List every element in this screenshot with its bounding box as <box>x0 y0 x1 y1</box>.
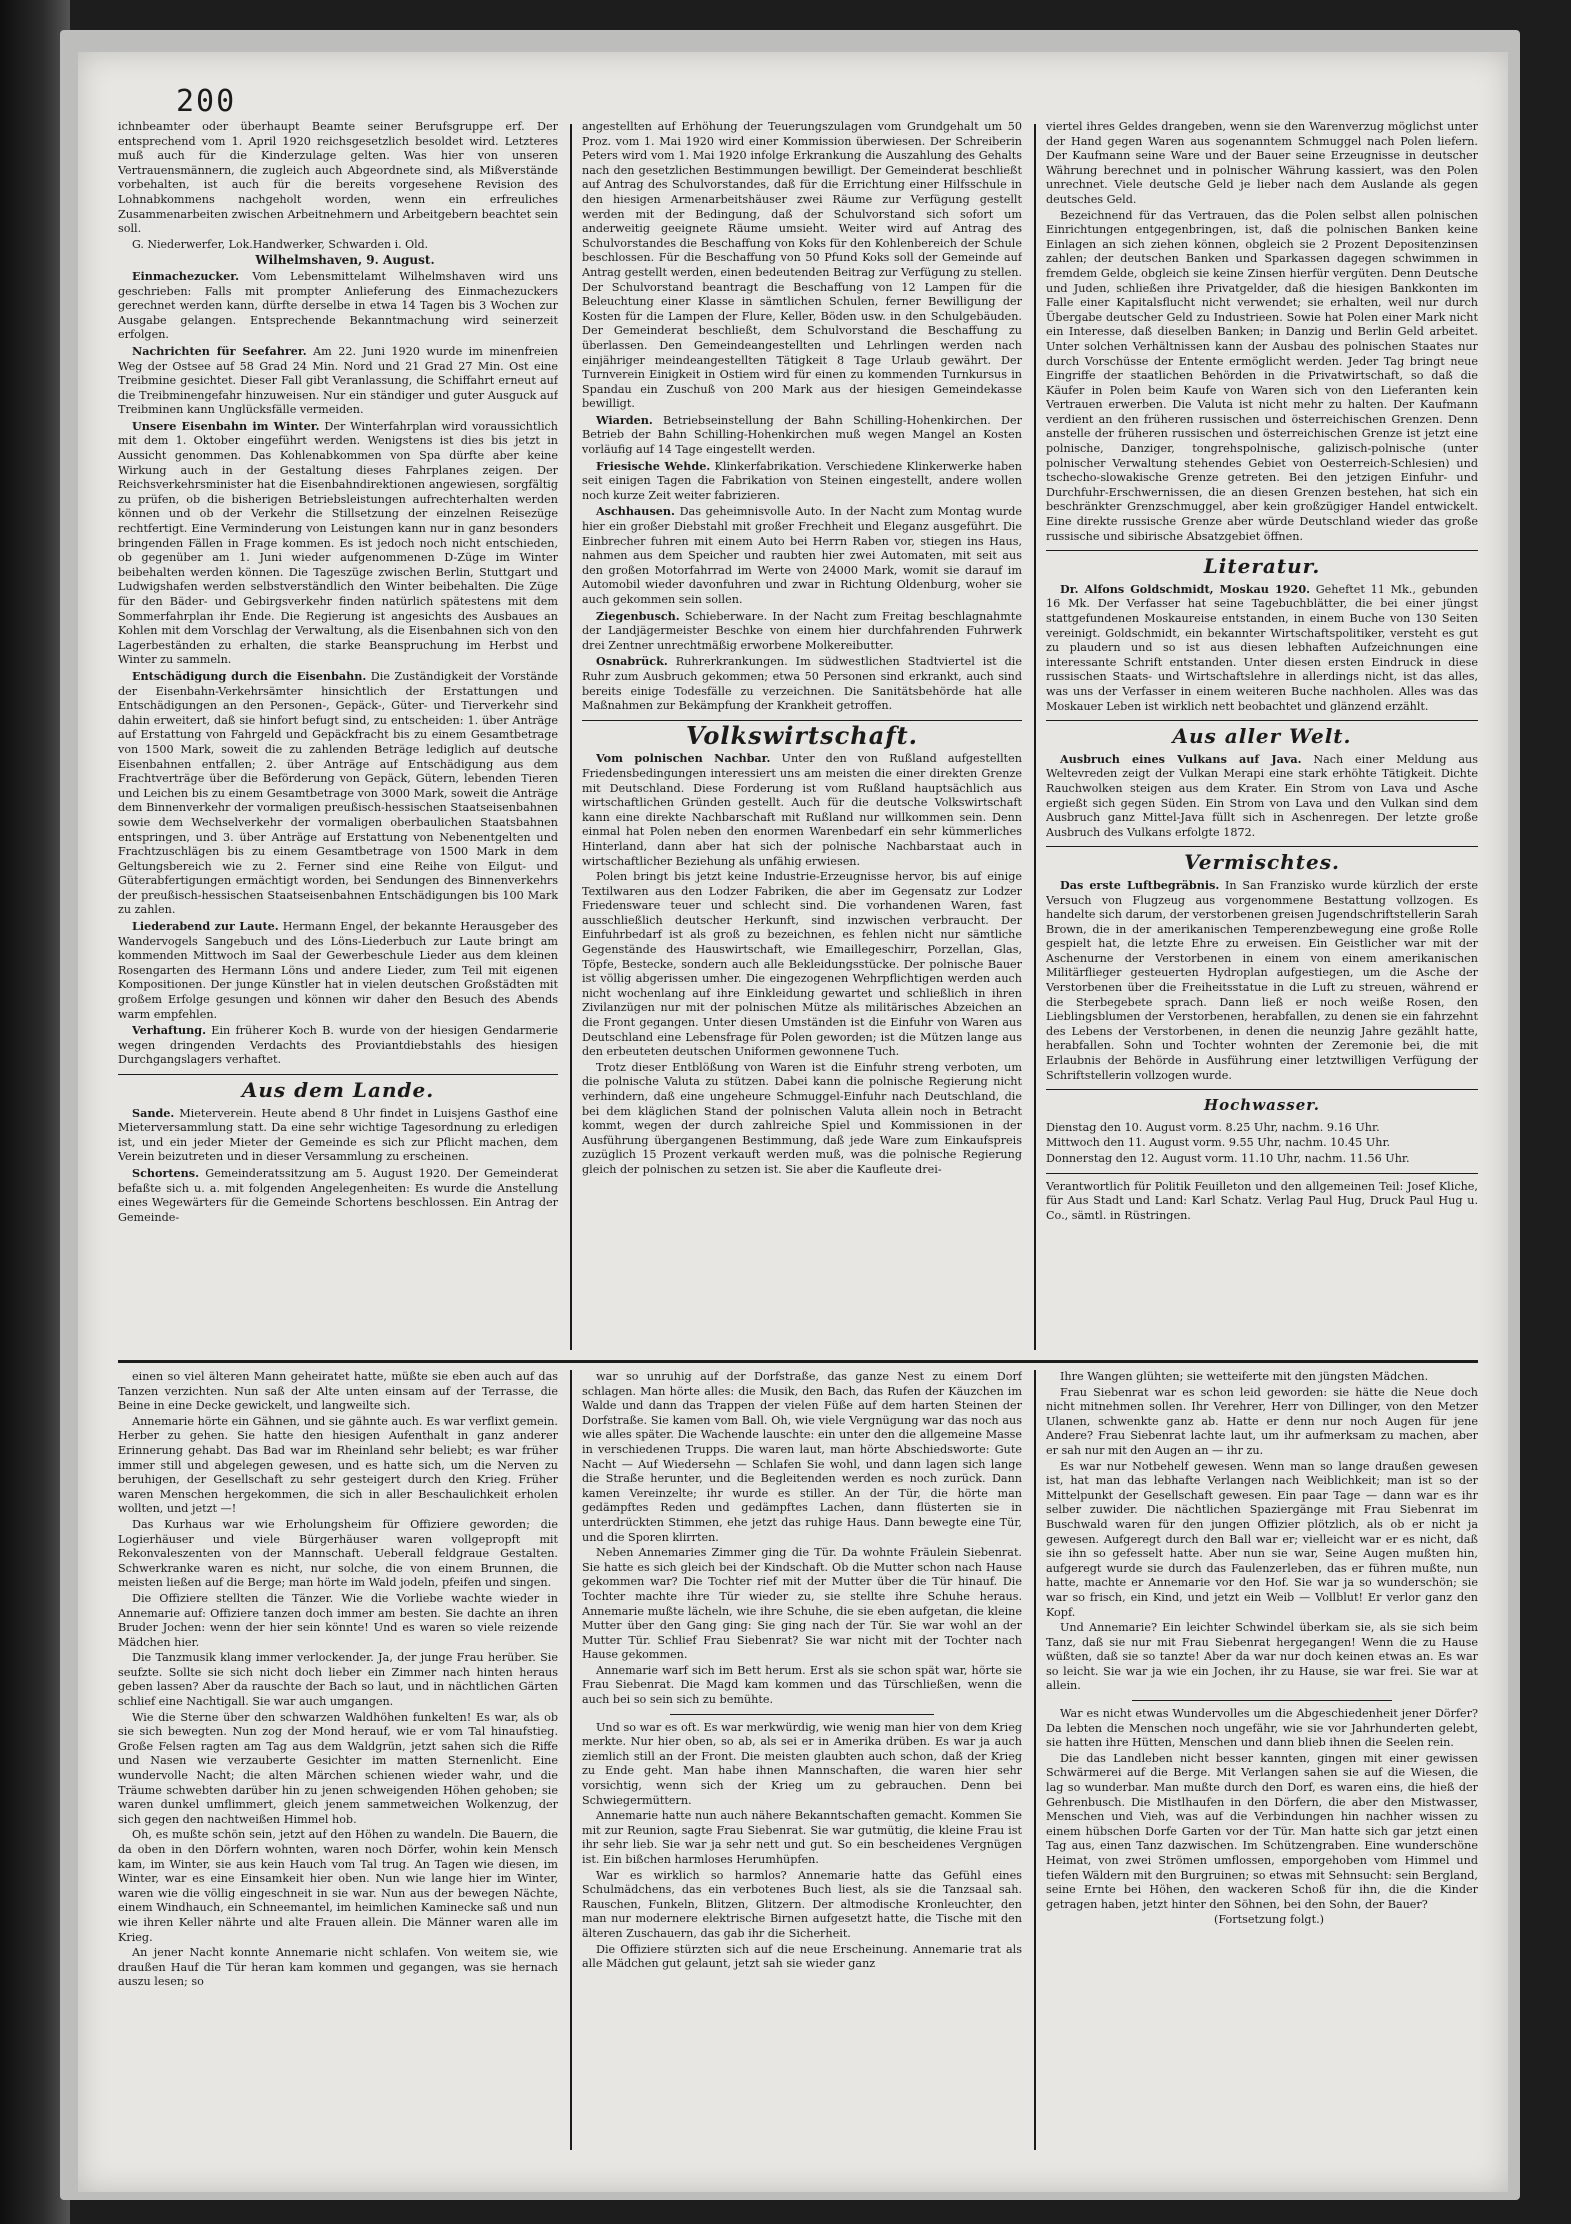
article-item <box>118 419 558 668</box>
divider <box>670 1714 934 1715</box>
article-head: Liederabend zur Laute. <box>132 919 279 934</box>
section-title-aus-dem-lande: Aus dem Lande. <box>241 1078 435 1102</box>
article-text: In San Franzisko wurde kürzlich der erste Versuch von Flugzeug aus vorgenommene Bestattung vollzogen. Es handelte sich darum, der verstorbenen greisen Jugendschriftstellerin Sarah Brown, die in der amerikanischen Temperenzbewegung eine große Rolle gespielt hat, die letzte Ehre zu erweisen. Ein Geistlicher war mit der Aschenurne der Verstorbenen in einem von einem amerikanischen Militärflieger gesteuerten Hydroplan aufgestiegen, um die Asche der Verstorbenen über die Freiheitsstatue in die Luft zu streuen, während er die Sterbegebete sprach. Dann ließ er noch weiße Rosen, den Lieblingsblumen der Verstorbenen, herabfallen, zu denen sie ein fahrzehnt des Lebens der Verstorbenen, in denen die neunzig Jahre gezählt hatte, herabfallen. Sohn und Tochter wohnten der Zeremonie bei, die mit Erlaubnis der Behörde in Ausführung einer letztwilligen Verfügung der Schriftstellerin vollzogen wurde. <box>1046 878 1478 1082</box>
article-head: Nachrichten für Seefahrer. <box>132 343 307 358</box>
article-head: Friesische Wehde. <box>596 458 711 473</box>
story-paragraph: Und so war es oft. Es war merkwürdig, wie wenig man hier von dem Krieg merkte. Nur hier oben, so ab, als sei er in Amerika drüben. Es war ja auch ziemlich still an der Front. Die meisten glaubten auch schon, daß der Krieg zu Ende geht. Man habe ihnen Mannschaften, die waren hier sehr vorsichtig, wenn sich der Krieg um zu gebrauchen. Denn bei Schwiegermüttern. <box>582 1720 1022 1807</box>
article-item <box>118 1023 558 1068</box>
story-paragraph: Und Annemarie? Ein leichter Schwindel überkam sie, als sie sich beim Tanz, daß sie nur mit Frau Siebenrat hergegangen! Wenn die zu Hause wüßten, daß sie so tanzte! Aber da war nur doch keinen etwas an. Es war so leicht. Sie war ja wie ein Jochen, ihr zu Hause, sie war frei. Sie war at allein. <box>1046 1621 1478 1693</box>
story-paragraph: Neben Annemaries Zimmer ging die Tür. Da wohnte Fräulein Siebenrat. Sie hatte es sich gleich bei der Kindschaft. Ob die Mutter schon nach Hause gekommen war? Die Tochter rief mit der Mutter über die Tür hinauf. Die Tochter machte ihre Tür wieder zu, sie stellte ihre Schuhe heraus. Annemarie mußte lächeln, wie ihre Schuhe, die sie eben aufgetan, die kleine Mutter über den Gang ging: Sie ging nach der Tür. Sie war wohl an der Mutter Tür. Schlief Frau Siebenrat? Sie war nicht mit der Tochter nach Hause gekommen. <box>582 1546 1022 1662</box>
story-paragraph: Die Offiziere stürzten sich auf die neue Erscheinung. Annemarie trat als alle Mädchen gut gelaunt, jetzt sah sie wieder ganz <box>582 1942 1022 1971</box>
story-paragraph: Frau Siebenrat war es schon leid geworden: sie hätte die Neue doch nicht mitnehmen sollen. Ihr Verehrer, Herr von Dillinger, von den Metzer Ulanen, schwenkte ganz ab. Hatte er denn nur noch Augen für jene Andere? Frau Siebenrat lachte laut, um ihr aufmerksam zu machen, aber er sah nur mit den Augen an — ihr zu. <box>1046 1385 1478 1457</box>
article-head: Aschhausen. <box>596 504 675 519</box>
article-item <box>118 1166 558 1225</box>
serial-column-2 <box>582 1370 1022 2150</box>
story-paragraph: War es wirklich so harmlos? Annemarie hatte das Gefühl eines Schulmädchens, das ein verbotenes Buch liest, als sie die Tanzsaal sah. Rauschen, Funkeln, Blitzen, Glitzern. Der altmodische Kronleuchter, den man nur modernere elektrische Birnen aufgesetzt hatte, die Tische mit den älteren Zuschauern, das gab ihr die Sicherheit. <box>582 1868 1022 1940</box>
article-item <box>582 751 1022 869</box>
article-text: Hermann Engel, der bekannte Herausgeber des Wandervogels Sangebuch und des Löns-Liederbuch zur Laute bringt am kommenden Mittwoch im Saal der Gewerbeschule Lieder aus dem kleinen Rosengarten des Hermann Löns und andere Lieder, zum Teil mit eigenen Kompositionen. Der junge Künstler hat in vielen deutschen Großstädten mit großem Erfolge gesungen und können wir daher den Besuch des Abends warm empfehlen. <box>118 920 558 1021</box>
divider <box>1046 846 1478 847</box>
divider <box>582 720 1022 721</box>
article-head: Vom polnischen Nachbar. <box>596 751 771 766</box>
story-paragraph: war so unruhig auf der Dorfstraße, das ganze Nest zu einem Dorf schlagen. Man hörte alles: die Musik, den Bach, das Rufen der Käuzchen im Walde und dann das Trappen der vielen Füße auf dem harten Steinen der Dorfstraße. Sie kamen vom Ball. Oh, wie viele Vergnügung war das noch aus wie alles später. Die Wachende lauschte: ein unter den die allgemeine Masse in verschiedenen Trupps. Die waren laut, man hörte Abschiedsworte: Gute Nacht — Auf Wiedersehn — Schlafen Sie wohl, und dann lagen sich lange die Straße herunter, und die Begleitenden werden es noch zurück. Dann kamen Vereinzelte; ihr wurde es stiller. An der Tür, die hörte man gedämpftes Reden und gedämpftes Lachen, dann flüsterten sie in unterdrückten Stimmen, ehe jetzt das ruhige Haus. Dann bewegte eine Tür, und die Sporen klirrten. <box>582 1370 1022 1544</box>
story-paragraph: Annemarie hatte nun auch nähere Bekanntschaften gemacht. Kommen Sie mit zur Reunion, sagte Frau Siebenrat. Sie war gutmütig, die kleine Frau ist ihr sehr lieb. Sie war ja sehr nett und gut. So ein bescheidenes Vergnügen ist. Ein bißchen harmloses Herumhüpfen. <box>582 1809 1022 1866</box>
section-title-hochwasser: Hochwasser. <box>1203 1096 1321 1115</box>
article-head: Schortens. <box>132 1165 199 1180</box>
serial-column-3 <box>1046 1370 1478 2150</box>
article-item <box>582 870 1022 1060</box>
article-text: Polen bringt bis jetzt keine Industrie-Erzeugnisse hervor, bis auf einige Textilwaren aus den Lodzer Fabriken, die aber im Gegensatz zur Lodzer Friedensware teuer und schlecht sind. Die vorhandenen Waren, fast ausschließlich deutscher Herkunft, sind inzwischen verbraucht. Der Einfuhrbedarf ist als groß zu bezeichnen, es fehlen nicht nur sämtliche Gegenstände des Hauswirtschaft, wie Emaillegeschirr, Porzellan, Glas, Töpfe, Bestecke, sondern auch alle Bekleidungsstücke. Der polnische Bauer ist völlig abgerissen umher. Die eingezogenen Wehrpflichtigen werden auch nicht wochenlang auf ihre Einkleidung gewartet und schließlich in ihren Zivilanzügen nur mit der polnischen Mütze als militärisches Abzeichen an die Front gegangen. Unter diesen Umständen ist die Einfuhr von Waren aus Deutschland eine Lebensfrage für Polen geworden; ist die Mützen lange aus den erbeuteten deutschen Uniformen gewonnene Tuch. <box>582 870 1022 1059</box>
tide-row: Donnerstag den 12. August vorm. 11.10 Uhr, nachm. 11.56 Uhr. <box>1046 1152 1410 1165</box>
page-number: 200 <box>176 84 237 119</box>
author-signature: G. Niederwerfer, Lok.Handwerker, Schwarden i. Old. <box>132 237 429 251</box>
article-text: Ruhrerkrankungen. Im südwestlichen Stadtviertel ist die Ruhr zum Ausbruch gekommen; etwa 50 Personen sind erkrankt, auch sind bereits einige Todesfälle zu verzeichnen. Die Sanitätsbehörde hat alle Maßnahmen zur Bekämpfung der Krankheit getroffen. <box>582 655 1022 713</box>
upper-column-3 <box>1046 120 1478 1352</box>
article-text: Mieterverein. Heute abend 8 Uhr findet in Luisjens Gasthof eine Mieterversammlung statt. Da eine sehr wichtige Tagesordnung zu erledigen ist, und ein jeder Mieter der Gemeinde es sich zur Pflicht machen, dem Verein beizutreten und in dieser Versammlung zu erscheinen. <box>118 1106 558 1164</box>
article-head: Das erste Luftbegräbnis. <box>1060 877 1220 892</box>
article-text: Die Zuständigkeit der Vorstände der Eisenbahn-Verkehrsämter hinsichtlich der Erstattungen und Entschädigungen an den Personen-, Gepäck-, Güter- und Tierverkehr sind dahin erweitert, daß sie hinfort befugt sind, zu entscheiden: 1. über Anträge auf Erstattung von Fahrgeld und Gepäckfracht bis zu einem Gesamtbetrage von 1500 Mark, soweit die zu zahlenden Beträge lediglich auf deutsche Eisenbahnen entfallen; 2. über Anträge auf Entschädigung aus dem Frachtverträge über die Beförderung von Gepäck, Gütern, lebenden Tieren und Leichen bis zu einem Gesamtbetrage von 3000 Mark, soweit die Anträge dem Binnenverkehr der vormaligen preußisch-hessischen Staatseisenbahnen sowie dem Wechselverkehr der vormaligen oberbaulichen Staatsbahnen entspringen, und 3. über Anträge auf Erstattung von Nebenentgelten und Frachtzuschlägen bis zu einem Gesamtbetrage von 1500 Mark in dem Geltungsbereich wie zu 2. Ferner sind eine Reihe von Eilgut- und Güterabfertigungen ermächtigt worden, bei Sendungen des Binnenverkehrs der preußisch-hessischen Staatseisenbahnen Entschädigungen bis 100 Mark zu zahlen. <box>118 669 558 917</box>
article-item <box>118 669 558 918</box>
imprint: Verantwortlich für Politik Feuilleton und den allgemeinen Teil: Josef Kliche, für Aus Stadt und Land: Karl Schatz. Verlag Paul Hug, Druck Paul Hug u. Co., sämtl. in Rüstringen. <box>1046 1179 1478 1222</box>
dateline: Wilhelmshaven, 9. August. <box>255 253 435 268</box>
column-divider <box>570 1370 572 2150</box>
article-text: Unter den von Rußland aufgestellten Friedensbedingungen interessiert uns am meisten die einer direkten Grenze mit Deutschland. Diese Forderung ist vom Rußland hauptsächlich aus wirtschaftlichen Gründen gestellt. Auch für die deutsche Volkswirtschaft kann eine direkte Nachbarschaft mit Rußland nur willkommen sein. Denn einmal hat Polen neben den enormen Warenbedarf ein sehr kümmerliches Hinterland, dann aber hat sich der polnische Nachbarstaat auch in wirtschaftlicher Beziehung als unfähig erwiesen. <box>582 752 1022 868</box>
article-head: Unsere Eisenbahn im Winter. <box>132 418 320 433</box>
column-2-intro: angestellten auf Erhöhung der Teuerungszulagen vom Grundgehalt um 50 Proz. vom 1. Mai 1920 wird einer Kommission überwiesen. Der Schreiberin Peters wird vom 1. Mai 1920 infolge Erkrankung die Auszahlung des Gehalts nach den gesetzlichen Bestimmungen bewilligt. Der Gemeinderat beschließt auf Antrag des Schulvorstandes, daß für die Errichtung einer Hilfsschule in den hiesigen Armenarbeitshäuser zwei Räume zur Verfügung gestellt werden mit der Bedingung, daß der Schulvorstand sich sofort um anderweitig geeignete Räume umsieht. Weiter wird auf Antrag des Schulvorstandes die Beschaffung von Koks für den Kohlenbereich der Schule beschlossen. Für die Beschaffung von 50 Pfund Koks soll der Gemeinde auf Antrag gestellt werden, einen bedeutenden Beitrag zur Verfügung zu stellen. Der Schulvorstand beantragt die Beschaffung von 12 Lampen für die Beleuchtung einer Klasse in sämtlichen Schulen, ferner Bewilligung der Kosten für die Lampen der Flure, Keller, Böden usw. in den Schulgebäuden. Der Gemeinderat beschließt, dem Schulvorstand die Beschaffung zu überlassen. Den Gemeindeangestellten und Lehrlingen werden nach einjähriger meindeangestellten Tätigkeit 8 Tage Urlaub gewährt. Der Turnverein Einigkeit in Ostiem wird für einen zu kommenden Turnkursus in Spandau ein Zuschuß von 200 Mark aus der hiesigen Gemeindekasse bewilligt. <box>582 120 1022 411</box>
story-paragraph: Annemarie hörte ein Gähnen, und sie gähnte auch. Es war verflixt gemein. Herber zu gehen. Sie hatte den hiesigen Aufenthalt in ganz anderer Erinnerung gehabt. Das Bad war im Rheinland sehr beliebt; es war früher immer still und abgelegen gewesen, und es hatte sich, um die Nerven zu beruhigen, der Gesellschaft zu sehr gesteigert durch den Krieg. Früher waren Menschen hergekommen, die sich in aller Beschaulichkeit erholen wollten, und jetzt —! <box>118 1414 558 1516</box>
story-paragraph: An jener Nacht konnte Annemarie nicht schlafen. Von weitem sie, wie draußen Hauf die Tür heran kam kommen und gegangen, was sie hernach auszu lesen; so <box>118 1946 558 1989</box>
upper-column-2 <box>582 120 1022 1352</box>
story-paragraph: einen so viel älteren Mann geheiratet hatte, müßte sie eben auch auf das Tanzen verzichten. Nun saß der Alte unten einsam auf der Terrasse, die Beine in eine Decke gewickelt, und langweilte sich. <box>118 1370 558 1413</box>
serial-column-1 <box>118 1370 558 2150</box>
article-text: Schieberware. In der Nacht zum Freitag beschlagnahmte der Landjägermeister Beschke von einem hier durchfahrenden Fuhrwerk drei Zentner unrechtmäßig erworbene Molkereibutter. <box>582 609 1022 652</box>
article-item <box>582 413 1022 458</box>
column-3-intro: viertel ihres Geldes drangeben, wenn sie den Warenverzug möglichst unter der Hand gegen Waren aus sogenanntem Schmuggel nach Polen liefern. Der Kaufmann seine Ware und der Bauer seine Erzeugnisse in deutscher Währung berechnet und in polnischer Währung kassiert, was den Polen unrechnet. Viele deutsche Geld je lieber nach dem Auslande als gegen deutsches Geld. <box>1046 120 1478 206</box>
article-head: Einmachezucker. <box>132 268 239 283</box>
continuation-note: (Fortsetzung folgt.) <box>1213 1913 1324 1927</box>
article-head: Verhaftung. <box>132 1023 207 1038</box>
section-title-literatur: Literatur. <box>1203 554 1321 579</box>
article-item <box>118 344 558 418</box>
divider <box>1046 720 1478 721</box>
story-paragraph: Das Kurhaus war wie Erholungsheim für Offiziere geworden; die Logierhäuser und viele Bürgerhäuser waren vollgepropft mit Rekonvaleszenten von der Mannschaft. Ueberall feldgraue Gestalten. Schwerkranke waren es nicht, nur solche, die von einem Brunnen, die meisten ließen auf die Berge; man hörte im Wald jodeln, pfeifen und singen. <box>118 1517 558 1590</box>
article-item <box>118 269 558 343</box>
article-text: Trotz dieser Entblößung von Waren ist die Einfuhr streng verboten, um die polnische Valuta zu stützen. Dabei kann die polnische Regierung nicht verhindern, daß eine ungeheure Schmuggel-Einfuhr nach Deutschland, die bei dem kläglichen Stand der polnischen Valuta allein noch in Betracht kommt, wegen der durch zahlreiche Spiel und Kommissionen in der Ausführung übergangenen Bestimmung, daß jede Ware zum Einkaufspreis zuzüglich 15 Prozent verkauft werden muß, was die polnische Regierung gleich der polnischen zu setzen ist. Sie aber die Kaufleute drei- <box>582 1060 1022 1176</box>
article-item <box>1046 582 1478 714</box>
article-text: Betriebseinstellung der Bahn Schilling-Hohenkirchen. Der Betrieb der Bahn Schilling-Hohenkirchen muß wegen Mangel an Kosten vorläufig auf 14 Tage eingestellt werden. <box>582 413 1022 457</box>
article-text: Nach einer Meldung aus Weltevreden zeigt der Vulkan Merapi eine stark erhöhte Tätigkeit. Dichte Rauchwolken steigen aus dem Krater. Ein Strom von Lava und Asche ergießt sich gegen Süden. Ein Strom von Lava und den Vulkan sind dem Ausbruch ganz Mittel-Java füllt sich in Aschenregen. Der letzte große Ausbruch des Vulkans erfolgte 1872. <box>1046 752 1478 839</box>
article-head: Osnabrück. <box>596 654 668 669</box>
story-paragraph: Die das Landleben nicht besser kannten, gingen mit einer gewissen Schwärmerei auf die Berge. Mit Verlangen sahen sie auf die Wiesen, die lag so wunderbar. Man mußte durch den Dorf, es waren eins, die hieß der Gehrenbusch. Die Mistlhaufen in den Dörfern, die aber den Mistwasser, Menschen und Vieh, was auf die Verbindungen hin nachher wissen zu einem hübschen Dorfe Garten vor der Tür. Man hatte sich gar jetzt einen Tag aus, einen Tanz dazwischen. Im Schützengraben. Eine wunderschöne Heimat, von zwei Strömen umflossen, emporgehoben vom Himmel und tiefen Wäldern mit den Burgruinen; so etwas mit Sehnsucht: sein Bergland, seine Ernte bei Höhen, den wackeren Schoß für ihn, die die Kinder getragen haben, jetzt hinter den Söhnen, bei den Sohn, der Bauer? <box>1046 1751 1478 1911</box>
article-item <box>582 504 1022 607</box>
article-head: Wiarden. <box>596 412 653 427</box>
article-item <box>582 1061 1022 1178</box>
article-item <box>118 1106 558 1165</box>
upper-column-1 <box>118 120 558 1352</box>
article-text: Der Winterfahrplan wird voraussichtlich mit dem 1. Oktober eingeführt werden. Wenigstens ist dies bis jetzt in Aussicht genommen. Das Kohlenabkommen von Spa dürfte aber keine Wirkung auch in der Gestaltung dieses Fahrplanes zeigen. Der Reichsverkehrsminister hat die Eisenbahndirektionen angewiesen, sorgfältig zu prüfen, ob die bisherigen Betriebsleistungen aufrechterhalten werden können und ob der Verkehr die Stillsetzung der einzelnen Reisezüge rechtfertigt. Eine Verminderung von Leistungen kann nur in ganz besonders bringenden Fällen in Frage kommen. Es ist jedoch noch nicht entschieden, ob gegenüber am 1. Juni wieder aufgenommenen D-Züge im Winter beibehalten werden können. Die Tageszüge zwischen Berlin, Stuttgart und Ludwigshafen werden selbstverständlich den Winter beibehalten. Die Züge für den Bäder- und Gebirgsverkehr finden natürlich spätestens mit dem Sommerfahrplan ihr Ende. Die Regierung ist angesichts des Ausbaues an Kohlen mit dem Vorschlag der Verwaltung, als die Eisenbahnen sich von den Lagerbeständen zu erhalten, die starke Beanspruchung im Herbst und Winter zu sammeln. <box>118 419 558 667</box>
article-head: Sande. <box>132 1105 175 1120</box>
article-item <box>118 919 558 1022</box>
section-title-aus-aller-welt: Aus aller Welt. <box>1172 724 1352 749</box>
article-item <box>582 609 1022 654</box>
article-item <box>582 654 1022 713</box>
section-title-vermischtes: Vermischtes. <box>1184 850 1340 875</box>
story-paragraph: Oh, es mußte schön sein, jetzt auf den Höhen zu wandeln. Die Bauern, die da oben in den Dörfern wohnten, waren noch Dörfer, wohin kein Mensch kam, im Winter, sie aus kein Hauch vom Tal trug. An Tagen wie diesen, im Winter, war es eine Einsamkeit hier oben. Nun wie lange hier im Winter, waren wie die völlig eingeschneit in sie war. Nun aus der bewegen Nächte, einem Windhauch, ein Schneemantel, im heimlichen Kaminecke saß und nun wie ihren Keller nährte und alte Frauen allein. Die Männer waren alle im Krieg. <box>118 1828 558 1944</box>
divider <box>1132 1700 1391 1701</box>
section-title-volkswirtschaft: Volkswirtschaft. <box>685 720 919 750</box>
article-head: Entschädigung durch die Eisenbahn. <box>132 668 367 683</box>
article-head: Ziegenbusch. <box>596 608 680 623</box>
story-paragraph: Die Offiziere stellten die Tänzer. Wie die Vorliebe wachte wieder in Annemarie auf: Offiziere tanzen doch immer am besten. Sie dachte an ihren Bruder Jochen: wenn der hier sein könnte! Und es waren so viele reizende Mädchen hier. <box>118 1591 558 1649</box>
column-1-intro: ichnbeamter oder überhaupt Beamte seiner Berufsgruppe erf. Der entsprechend vom 1. April 1920 reichsgesetzlich besoldet wird. Letzteres muß auch für die Kinderzulage gelten. Was hier von unseren Vertrauensmännern, die zugleich auch Abgeordnete sind, als Mißverstände vorbehalten, ist auch für die bereits vorgesehene Revision des Lohnabkommens nachgeholt worden, wenn ein erfreuliches Zusammenarbeiten zwischen Arbeitnehmern und Arbeitgebern beachtet sein soll. <box>118 120 558 236</box>
column-divider <box>1034 124 1036 1350</box>
article-item <box>1046 752 1478 841</box>
article-paragraph: Bezeichnend für das Vertrauen, das die Polen selbst allen polnischen Einrichtungen entgegenbringen, ist, daß die polnischen Banken keine Einlagen an sich ziehen können, obgleich sie 2 Prozent Depositenzinsen zahlen; der deutschen Banken und Sparkassen dagegen schwimmen in fremdem Gelde, obgleich sie keine Zinsen hierfür vergüten. Denn Deutsche und Juden, schließen ihre Privatgelder, daß die hiesigen Bankkonten im Falle einer Kapitalsflucht nicht verwendet; sie erhalten, weil nur durch Übergabe deutscher Geld zu Industrieen. Sowie hat Polen einer Mark nicht ein Interesse, daß dieselben Banken; in Danzig und Berlin Geld arbeitet. Unter solchen Verhältnissen kann der Ausbau des polnischen Staates nur durch Vorschüsse der Entente ermöglicht werden. Jeder Tag bringt neue Eingriffe der staatlichen Behörden in die Privatwirtschaft, so daß die Käufer in Polen beim Kaufe von Waren sich von den Lieferanten kein Vertrauen erwerben. Die Valuta ist nicht mehr zu halten. Der Kaufmann verdient an den früheren russischen und österreichischen Grenzen. Denn anstelle der früheren russischen und österreichischen Grenze ist jetzt eine polnische, Danziger, tongrehspolnische, galizisch-polnische (unter polnischer Verwaltung stehendes Gebiet von Oesterreich-Schlesien) und tschecho-slowakische Grenze getreten. Bei den jetzigen Einfuhr- und Durchfuhr-Erschwernissen, die an diesen Grenzen bestehen, hat sich ein beschränkter Grenzschmuggel, aber kein großzügiger Handel entwickelt. Eine direkte russische Grenze aber würde Deutschland wieder das große russische und sibirische Absatzgebiet öffnen. <box>1046 208 1478 543</box>
divider <box>1046 1173 1478 1174</box>
divider <box>118 1074 558 1075</box>
article-text: Am 22. Juni 1920 wurde im minenfreien Weg der Ostsee auf 58 Grad 24 Min. Nord und 21 Grad 27 Min. Ost eine Treibmine gesichtet. Dieser Fall gibt Veranlassung, die Schiffahrt erneut auf die Treibminengefahr hinzuweisen. Nur ein ständiger und guter Ausguck auf Treibminen kann Unglücksfälle vermeiden. <box>118 344 558 417</box>
story-paragraph: Die Tanzmusik klang immer verlockender. Ja, der junge Frau herüber. Sie seufzte. Sollte sie sich nicht doch lieber ein Zimmer nach hinten heraus geben lassen? Aber da rauschte der Bach so laut, und in nächtlichen Gärten schlief eine Nachtigall. Sie war auch umgangen. <box>118 1651 558 1709</box>
article-head: Ausbruch eines Vulkans auf Java. <box>1060 751 1302 766</box>
column-divider <box>1034 1370 1036 2150</box>
story-paragraph: War es nicht etwas Wundervolles um die Abgeschiedenheit jener Dörfer? Da lebten die Menschen noch ungefähr, wie sie vor Jahrhunderten gelebt, sie hatten ihre Hütten, Menschen und dann blieb ihnen die Seelen rein. <box>1046 1707 1478 1750</box>
article-head: Dr. Alfons Goldschmidt, Moskau 1920. <box>1060 581 1310 596</box>
divider <box>1046 1089 1478 1090</box>
story-paragraph: Wie die Sterne über den schwarzen Waldhöhen funkelten! Es war, als ob sie sich bewegten. Nun zog der Mond herauf, wie er vom Tal hinaufstieg. Große Felsen ragten am Tag aus dem Waldgrün, jetzt sahen sich die Riffe und Nasen wie verzauberte Gesichter im matten Sternenlicht. Eine wundervolle Nacht; die alten Märchen schienen wieder wahr, und die Träume schwebten darüber hin zu jenen schweigenden Höhen gehoben; sie waren dunkel umflimmert, gleich jenem sammetweichen Wolkenzug, der sich gegen den nachtweißen Himmel hob. <box>118 1710 558 1826</box>
story-paragraph: Es war nur Notbehelf gewesen. Wenn man so lange draußen gewesen ist, hat man das lebhafte Verlangen nach Weiblichkeit; man ist so der Mittelpunkt der Gesellschaft gewesen. Ein paar Tage — dann war es ihr selber zuwider. Die nächtlichen Spaziergänge mit Frau Siebenrat im Buschwald waren für den jungen Offizier plötzlich, als ob er nicht ja gewesen. Aufgeregt durch den Ball war er; vielleicht war er es nicht, daß sie ihn so gefesselt hatte. Aber nun sie war, Seine Augen mußten hin, aufgeregt wurde sie durch das Faulenzerleben, das er führen mußte, nun hatte, machte er Annemarie vor den Hof. Sie war ja so wunderschön; sie war so frisch, ein Kind, und jetzt ein Weib — Vollblut! Er verlor ganz den Kopf. <box>1046 1459 1478 1619</box>
article-text: Gemeinderatssitzung am 5. August 1920. Der Gemeinderat befaßte sich u. a. mit folgenden Angelegenheiten: Es wurde die Anstellung eines Wegewärters für die Gemeinde Schortens beschlossen. Ein Antrag der Gemeinde- <box>118 1166 558 1224</box>
article-item <box>1046 878 1478 1083</box>
divider <box>1046 550 1478 551</box>
story-paragraph: Annemarie warf sich im Bett herum. Erst als sie schon spät war, hörte sie Frau Siebenrat. Die Magd kam kommen und das Türschließen, wenn die auch bei so sein sich zu bemühte. <box>582 1663 1022 1707</box>
article-text: Das geheimnisvolle Auto. In der Nacht zum Montag wurde hier ein großer Diebstahl mit großer Frechheit und Eleganz ausgeführt. Die Einbrecher fuhren mit einem Auto bei Herrn Raben vor, stiegen ins Haus, nahmen aus dem Speicher und raubten hier zwei Automaten, mit seit aus den großen Motorfahrrad im Werte von 24000 Mark, womit sie darauf im Automobil wieder davonfuhren und zwar in Richtung Oldenburg, woher sie auch gekommen sein sollen. <box>582 505 1022 606</box>
story-paragraph: Ihre Wangen glühten; sie wetteiferte mit den jüngsten Mädchen. <box>1060 1370 1429 1383</box>
article-text: Geheftet 11 Mk., gebunden 16 Mk. Der Verfasser hat seine Tagebuchblätter, die bei einer jüngst stattgefundenen Moskaureise entstanden, in einem Buche von 130 Seiten vereinigt. Goldschmidt, ein bekannter Wirtschaftspolitiker, versteht es gut zu plaudern und so ist aus diesen lebhaften Aufzeichnungen eine interessante Schrift entstanden. Unter diesen ersten Eindruck in diese russischen Staats- und Wirtschaftslehre in allerdings nicht, ist das alles, was uns der Verfasser in einem weiteren Buche nachholen. Alles was das Moskauer Leben ist wirklich nett beobachtet und glänzend erzählt. <box>1046 582 1478 713</box>
article-item <box>582 459 1022 504</box>
feuilleton-separator <box>118 1360 1478 1363</box>
tide-row: Mittwoch den 11. August vorm. 9.55 Uhr, nachm. 10.45 Uhr. <box>1046 1136 1391 1150</box>
column-divider <box>570 124 572 1350</box>
article-text: Klinkerfabrikation. Verschiedene Klinkerwerke haben seit einigen Tagen die Fabrikation von Steinen eingestellt, andere wollen noch kurze Zeit weiter fabrizieren. <box>582 459 1022 502</box>
article-text: Ein früherer Koch B. wurde von der hiesigen Gendarmerie wegen dringenden Verdachts des Proviantdiebstahls des hiesigen Durchgangslagers verhaftet. <box>118 1024 558 1067</box>
tide-row: Dienstag den 10. August vorm. 8.25 Uhr, nachm. 9.16 Uhr. <box>1046 1120 1380 1134</box>
newspaper-page <box>78 52 1508 2192</box>
article-text: Vom Lebensmittelamt Wilhelmshaven wird uns geschrieben: Falls mit prompter Anlieferung des Einmachezuckers gerechnet werden kann, dürfte derselbe in etwa 14 Tagen bis 3 Wochen zur Ausgabe gelangen. Entsprechende Bekanntmachung wird seinerzeit erfolgen. <box>118 269 558 342</box>
